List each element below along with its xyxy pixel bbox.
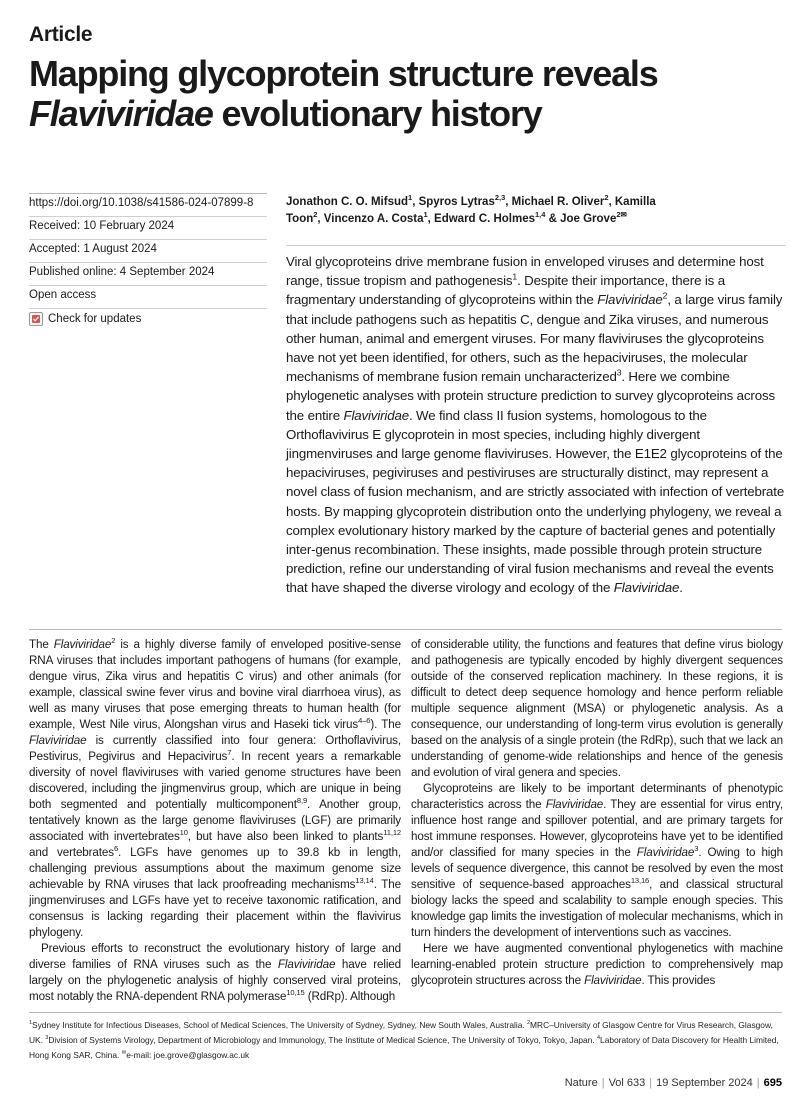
italic-taxon: Flaviviridae [29,734,87,747]
body-column-left [29,637,401,1005]
text-run: Sydney Institute for Infectious Diseases, School of Medical Sciences, The University of Sydney, Sydney, New South Wales, Australia. [32,1020,528,1030]
article-metadata [29,193,267,332]
italic-taxon: Flaviviridae [636,846,695,859]
italic-taxon: Flaviviridae [584,974,642,987]
reference-superscript[interactable]: 4 [597,1035,601,1042]
reference-superscript[interactable]: 10 [179,828,188,838]
italic-taxon: Flaviviridae [277,958,336,971]
text-run: of considerable utility, the functions and features that define virus biology and pathogenesis are typically encoded by highly divergent sequences outside of the conserved replication machinery. In these regions, it is difficult to detect deep sequence homology and hence perform reliable multiple sequence alignment (MSA) or phylogenetic analysis. As a consequence, our understanding of long-term virus evolution is generally based on the analysis of a single protein (the RdRp), such that we lack an understanding of genome-wide relationships and hence of the genesis and evolution of viral genera and species. [411,638,783,779]
text-run: . Despite their importance, there is a fragmentary understanding of glycoproteins within the [286,273,725,308]
check-for-updates-link[interactable] [29,309,267,332]
reference-superscript[interactable]: 2 [662,290,668,301]
reference-superscript[interactable]: 6 [113,844,119,854]
text-run: . We find class II fusion systems, homologous to the Orthoflavivirus E glycoprotein in most species, including highly divergent jingmenviruses and large genome flaviviruses. However, the E1E2 glycoproteins of the hepaciviruses, pegiviruses and pestiviruses are structurally distinct, may represent a novel class of fusion mechanism, and are strictly associated with infection of vertebrate hosts. By mapping glycoprotein distribution onto the underlying phylogeny, we reveal a complex evolutionary history marked by the capture of bacterial genes and potentially inter-genus recombination. These insights, made possible through protein structure prediction, refine our understanding of viral fusion mechanisms and reveal the events that have shaped the diverse virology and ecology of the [286,407,785,596]
body-paragraph [411,941,783,989]
reference-superscript[interactable]: 3 [694,844,699,854]
page-footer: Nature | Vol 633 | 19 September 2024 | 695 [564,1077,782,1089]
text-run: Viral glycoproteins drive membrane fusion in enveloped viruses and determine host range, tissue tropism and pathogenesis [286,254,764,289]
text-run: have relied largely on the phylogenetic analysis of highly conserved viral proteins, most notably the RNA-dependent RNA polymerase [29,958,402,1003]
author-separator: & [545,213,561,225]
author-name[interactable]: Spyros Lytras [418,196,495,208]
reference-superscript[interactable]: 1 [512,271,518,282]
italic-taxon: Flaviviridae [343,407,409,423]
text-run: . Another group, tentatively known as the large genome flaviviruses (LGF) are primarily associated with invertebrates [29,798,401,843]
reference-superscript[interactable]: 7 [227,748,232,758]
author-separator: , [608,196,615,208]
doi-link[interactable]: https://doi.org/10.1038/s41586-024-07899-8 [29,194,267,217]
reference-superscript[interactable]: 4–6 [358,716,371,726]
text-run: and vertebrates [29,846,114,859]
text-run: . The jingmenviruses and LGFs have yet to receive taxonomic ratification, and consensus is lacking regarding their placement within the flavivirus phylogeny. [29,878,402,939]
text-run: Previous efforts to reconstruct the evolutionary history of large and diverse families of RNA viruses such as the [29,942,401,971]
body-paragraph [29,941,401,1005]
body-paragraph [411,637,783,781]
abstract [286,252,786,598]
reference-superscript[interactable]: 2 [111,636,116,646]
author-affiliation-sup: 2✉ [616,210,627,220]
italic-taxon: Flaviviridae [613,580,680,596]
journal-name: Nature [564,1077,598,1089]
reference-superscript[interactable]: 3 [616,367,622,378]
author-name[interactable]: Vincenzo A. Costa [323,213,424,225]
author-separator: , [427,213,435,225]
author-name[interactable]: Kamilla Toon [286,196,656,225]
text-run: . LGFs have genomes up to 39.8 kb in length, challenging previous assumptions about the maximum genome size achievable by RNA viruses that lack proofreading mechanisms [29,846,401,891]
text-run: . Owing to high levels of sequence divergence, this cannot be resolved by even the most sensitive of sequence-based approaches [411,846,783,891]
text-run: . In recent years a remarkable diversity of novel flaviviruses with varied genome structures have been discovered, including the jingmenvirus group, which are unique in being both segmented and potentially multicomponent [29,750,402,811]
reference-superscript[interactable]: 1 [29,1020,33,1027]
title-italic-taxon: Flaviviridae [29,93,213,134]
text-run: Glycoproteins are likely to be important determinants of phenotypic characteristics across the [411,782,783,811]
title-line-2 [29,94,789,134]
author-name[interactable]: Jonathon C. O. Mifsud [286,196,409,208]
received-date: Received: 10 February 2024 [29,217,267,240]
text-run: . They are essential for virus entry, influence host range and spillover potential, and are primary targets for host immune responses. However, glycoproteins have yet to be identified and/or classified for many species in the [411,798,783,859]
reference-superscript[interactable]: 3 [45,1035,49,1042]
author-affiliation-sup: 1 [423,210,428,220]
text-run: Laboratory of Data Discovery for Health Limited, Hong Kong SAR, China. [29,1035,779,1060]
issue-date: 19 September 2024 [656,1077,753,1089]
text-run: . Here we combine phylogenetic analyses with protein structure prediction to survey glycoproteins across the entire [286,369,775,423]
article-type-label: Article [29,23,93,46]
text-run: (RdRp). Although [304,990,396,1003]
author-affiliation-sup: 2,3 [494,193,506,203]
title-line-2-rest: evolutionary history [212,93,542,134]
published-date: Published online: 4 September 2024 [29,263,267,286]
page-number: 695 [763,1077,782,1089]
text-run: Division of Systems Virology, Department of Microbiology and Immunology, The Institute of Medical Science, The University of Tokyo, Tokyo, Japan. [48,1035,597,1045]
author-name[interactable]: Joe Grove [560,213,617,225]
text-run: is currently classified into four genera: Orthoflavivirus, Pestivirus, Pegivirus and Hepacivirus [29,734,401,763]
check-for-updates-icon [29,312,43,326]
page-title [29,54,789,134]
text-run: . [679,580,683,596]
text-run: e-mail: joe.grove@glasgow.ac.uk [126,1050,250,1060]
reference-superscript[interactable]: 13,14 [355,876,374,886]
title-line-1: Mapping glycoprotein structure reveals [29,53,658,94]
author-affiliation-sup: 1 [408,193,413,203]
text-run: ). The [370,718,401,731]
author-affiliation-sup: 1,4 [535,210,546,220]
reference-superscript[interactable]: 13,16 [630,876,650,886]
reference-superscript[interactable]: 2 [527,1020,531,1027]
open-access-label: Open access [29,286,267,309]
author-separator: , [317,213,324,225]
author-affiliation-sup: 2 [313,210,318,220]
reference-superscript[interactable]: 8,9 [296,796,308,806]
text-run: Here we have augmented conventional phylogenetics with machine learning-enabled protein structure prediction to comprehensively map glycoprotein structures across the [411,942,783,987]
author-affiliation-sup: 2 [604,193,609,203]
italic-taxon: Flaviviridae [545,798,604,811]
text-run: , a large virus family that include pathogens such as hepatitis C, dengue and Zika viruses, and numerous other human, animal and emergent viruses. For many flaviviruses the glycoproteins have not yet been identified, for others, such as the hepaciviruses, the molecular mechanisms of membrane fusion remain uncharacterized [286,292,783,385]
text-run: The [29,638,54,651]
text-run: , and classical structural biology lacks the speed and scalability to sample enough species. This knowledge gap limits the investigation of molecular mechanisms, which in turn hinders the development of interventions such as vaccines. [411,878,783,939]
text-run: , but have also been linked to plants [187,830,384,843]
body-column-right [411,637,783,989]
accepted-date: Accepted: 1 August 2024 [29,240,267,263]
body-paragraph [411,781,783,941]
author-separator: , [412,196,419,208]
affiliations-footnote [29,1018,782,1063]
body-paragraph [29,637,401,941]
check-for-updates-label: Check for updates [48,312,142,325]
journal-volume: Vol 633 [608,1077,646,1089]
reference-superscript[interactable]: 10,15 [286,988,305,998]
author-name[interactable]: Michael R. Oliver [511,196,605,208]
text-run: MRC–University of Glasgow Centre for Virus Research, Glasgow, UK. [29,1020,773,1045]
author-list [286,194,686,228]
italic-taxon: Flaviviridae [597,292,663,308]
text-run: . This provides [641,974,716,987]
italic-taxon: Flaviviridae [53,638,112,651]
reference-superscript[interactable]: ✉ [121,1050,127,1057]
author-name[interactable]: Edward C. Holmes [434,213,535,225]
reference-superscript[interactable]: 11,12 [383,828,401,838]
author-separator: , [505,196,512,208]
text-run: is a highly diverse family of enveloped positive-sense RNA viruses that includes important pathogens of humans (for example, dengue virus, Zika virus and hepatitis C virus) and other animals (for example, classical swine fever virus and bovine viral diarrhoea virus), as well as many viruses that pose emerging threats to human health (for example, West Nile virus, Alongshan virus and Haseki tick virus [29,638,401,731]
